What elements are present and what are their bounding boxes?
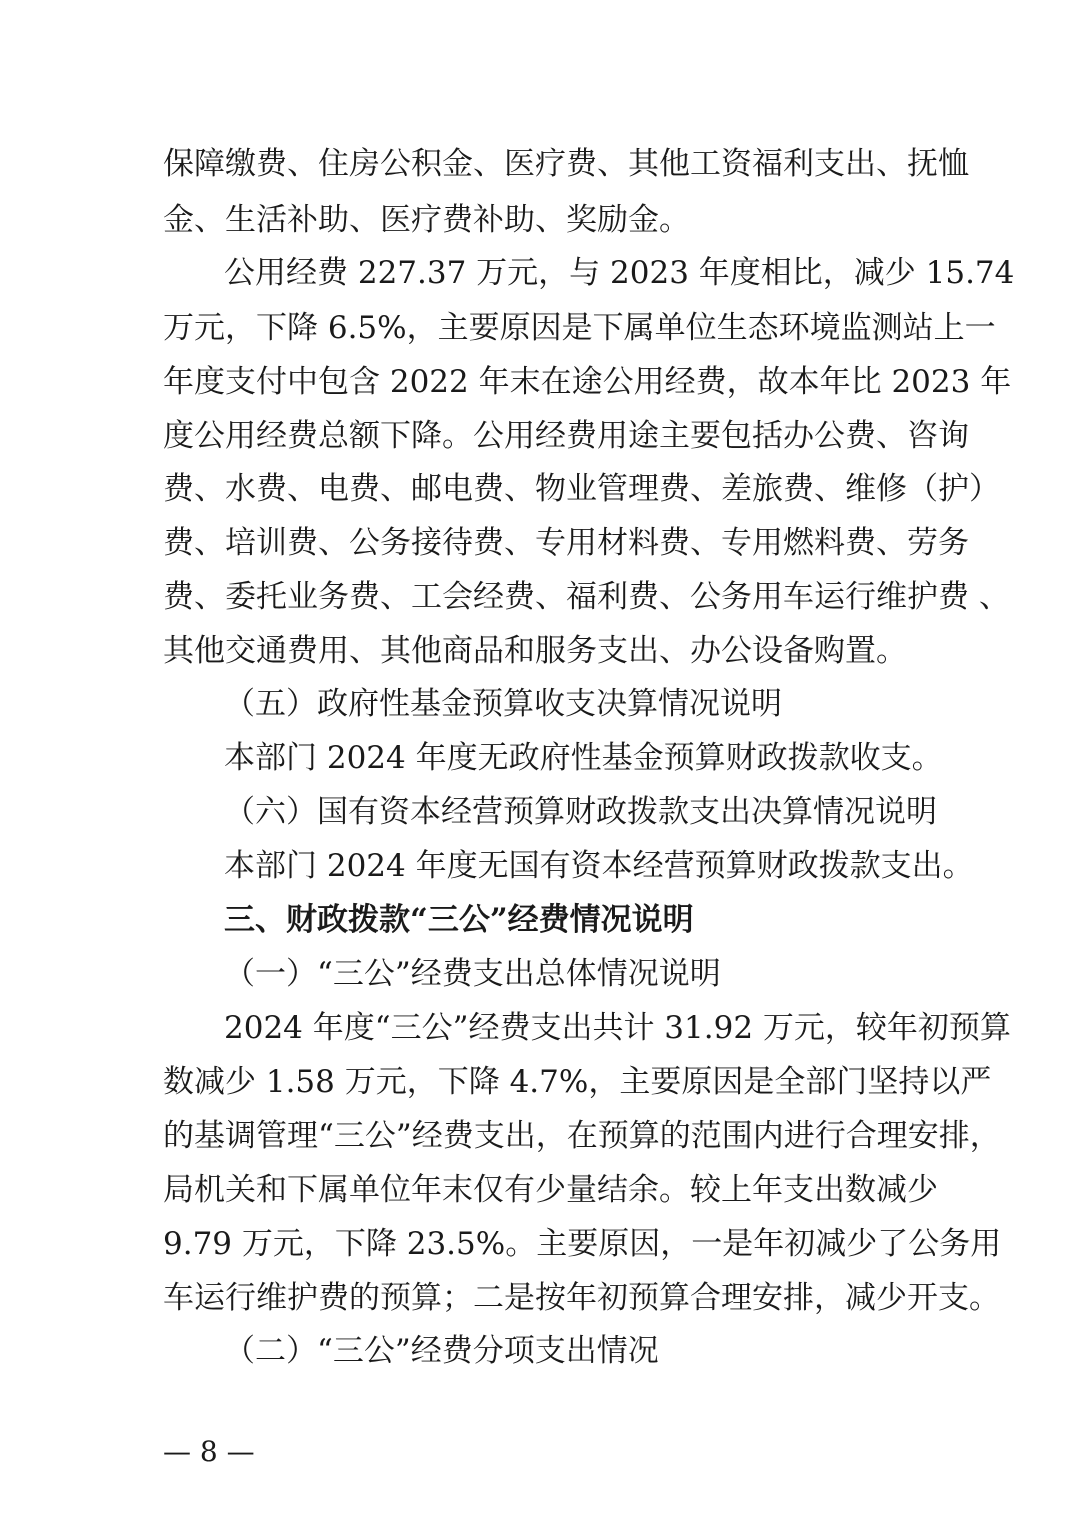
subsection-1-line-3: 的基调管理“三公”经费支出，在预算的范围内进行合理安排， xyxy=(163,1118,1001,1154)
subsection-1-line-1: 2024 年度“三公”经费支出共计 31.92 万元，较年初预算 xyxy=(224,1010,1011,1046)
paragraph-2-line-8: 其他交通费用、其他商品和服务支出、办公设备购置。 xyxy=(163,633,907,669)
subsection-2-heading: （二）“三公”经费分项支出情况 xyxy=(224,1333,659,1369)
section-5-heading: （五）政府性基金预算收支决算情况说明 xyxy=(224,686,782,722)
section-6-text: 本部门 2024 年度无国有资本经营预算财政拨款支出。 xyxy=(224,848,974,884)
subsection-1-heading: （一）“三公”经费支出总体情况说明 xyxy=(224,956,721,992)
paragraph-1-line-1: 保障缴费、住房公积金、医疗费、其他工资福利支出、抚恤 xyxy=(163,146,969,182)
subsection-1-line-4: 局机关和下属单位年末仅有少量结余。较上年支出数减少 xyxy=(163,1172,938,1208)
subsection-1-line-6: 车运行维护费的预算；二是按年初预算合理安排，减少开支。 xyxy=(163,1280,1000,1316)
page-number: — 8 — xyxy=(163,1435,255,1468)
paragraph-2-line-1: 公用经费 227.37 万元，与 2023 年度相比，减少 15.74 xyxy=(224,255,1015,291)
subsection-1-line-5: 9.79 万元，下降 23.5%。主要原因，一是年初减少了公务用 xyxy=(163,1226,1002,1262)
paragraph-2-line-3: 年度支付中包含 2022 年末在途公用经费，故本年比 2023 年 xyxy=(163,364,1012,400)
paragraph-1-line-2: 金、生活补助、医疗费补助、奖励金。 xyxy=(163,202,690,238)
subsection-1-line-2: 数减少 1.58 万元，下降 4.7%，主要原因是全部门坚持以严 xyxy=(163,1064,992,1100)
paragraph-2-line-5: 费、水费、电费、邮电费、物业管理费、差旅费、维修（护） xyxy=(163,471,1000,507)
section-5-text: 本部门 2024 年度无政府性基金预算财政拨款收支。 xyxy=(224,740,943,776)
paragraph-2-line-2: 万元，下降 6.5%，主要原因是下属单位生态环境监测站上一 xyxy=(163,310,996,346)
paragraph-2-line-7: 费、委托业务费、工会经费、福利费、公务用车运行维护费 、 xyxy=(163,579,1010,615)
paragraph-2-line-4: 度公用经费总额下降。公用经费用途主要包括办公费、咨询 xyxy=(163,418,969,454)
paragraph-2-line-6: 费、培训费、公务接待费、专用材料费、专用燃料费、劳务 xyxy=(163,525,969,561)
section-6-heading: （六）国有资本经营预算财政拨款支出决算情况说明 xyxy=(224,794,937,830)
chapter-3-heading: 三、财政拨款“三公”经费情况说明 xyxy=(224,902,694,938)
